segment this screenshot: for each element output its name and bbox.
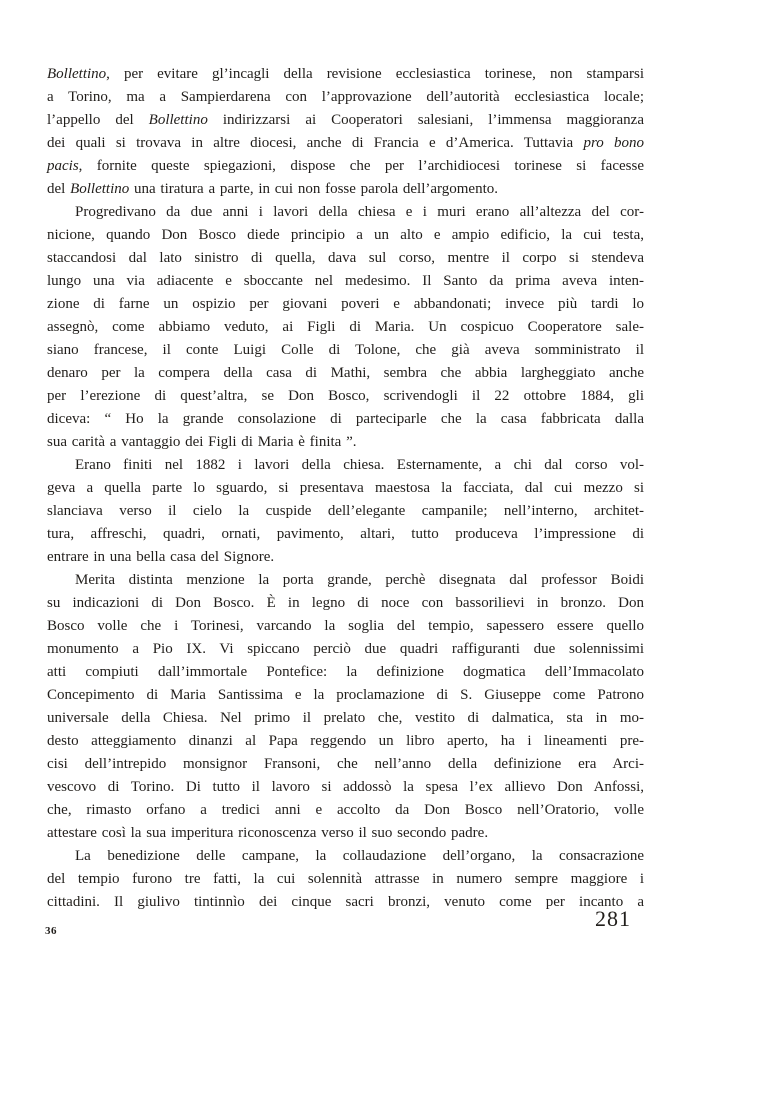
text-line (47, 339, 644, 362)
text-segment: dei quali si trovava in altre diocesi, anche di Francia e d’America. Tuttavia (47, 135, 584, 151)
text-segment: monumento a Pio IX. Vi spiccano perciò due quadri raffiguranti due solennissimi (47, 641, 644, 657)
text-line (47, 523, 644, 546)
text-line (47, 362, 644, 385)
text-segment: vescovo di Torino. Di tutto il lavoro si addossò la spesa l’ex allievo Don Anfossi, (47, 779, 644, 795)
text-line (47, 155, 644, 178)
text-line (47, 891, 644, 914)
text-segment: su indicazioni di Don Bosco. È in legno di noce con bassorilievi in bronzo. Don (47, 595, 644, 611)
text-line (47, 86, 644, 109)
text-segment: del tempio furono tre fatti, la cui solennità attrasse in numero sempre maggiore i (47, 871, 644, 887)
text-segment: diceva: “ Ho la grande consolazione di parteciparle che la casa fabbricata dalla (47, 411, 644, 427)
text-line (47, 615, 644, 638)
text-line (47, 638, 644, 661)
paragraph-4 (47, 569, 644, 845)
text-segment: zione di farne un ospizio per giovani poveri e abbandonati; invece più tardi lo (47, 296, 644, 312)
text-segment: sua carità a vantaggio dei Figli di Maria è finita ”. (47, 434, 357, 450)
text-segment: , per evitare gl’incagli della revisione ecclesiastica torinese, non stamparsi (106, 66, 644, 82)
text-line (47, 316, 644, 339)
text-line (47, 569, 644, 592)
text-block (47, 63, 644, 914)
text-line (47, 385, 644, 408)
text-line (47, 454, 644, 477)
text-segment: a Torino, ma a Sampierdarena con l’approvazione dell’autorità ecclesiastica locale; (47, 89, 644, 105)
text-segment: una tiratura a parte, in cui non fosse parola dell’argomento. (129, 181, 499, 197)
text-segment: La benedizione delle campane, la collaudazione dell’organo, la consacrazione (75, 848, 644, 864)
text-segment: lungo una via adiacente e sboccante nel medesimo. Il Santo da prima aveva inten- (47, 273, 644, 289)
text-segment: nicione, quando Don Bosco diede principio a un alto e ampio edificio, la cui testa, (47, 227, 644, 243)
page-number: 281 (595, 906, 631, 931)
text-line (47, 247, 644, 270)
italic-text-segment: pro bono (583, 135, 645, 151)
text-segment: denaro per la compera della casa di Mathi, sembra che abbia largheggiato anche (47, 365, 644, 381)
text-line (47, 477, 644, 500)
text-segment: tura, affreschi, quadri, ornati, pavimento, altari, tutto produceva l’impressione di (47, 526, 644, 542)
text-line (47, 776, 644, 799)
text-line (47, 500, 644, 523)
paragraph-3 (47, 454, 644, 569)
italic-text-segment: pacis (47, 158, 79, 174)
text-segment: indirizzarsi ai Cooperatori salesiani, l’immensa maggioranza (207, 112, 644, 128)
paragraph-5 (47, 845, 644, 914)
text-line (47, 661, 644, 684)
text-segment: Merita distinta menzione la porta grande, perchè disegnata dal professor Boidi (75, 572, 644, 588)
text-segment: per l’erezione di quest’altra, se Don Bosco, scrivendogli il 22 ottobre 1884, gli (47, 388, 644, 404)
text-segment: staccandosi dal lato sinistro di quella, dava sul corso, mentre il corpo si stendeva (47, 250, 644, 266)
text-segment: cisi dell’intrepido monsignor Fransoni, che nell’anno della definizione era Arci- (47, 756, 644, 772)
text-line (47, 845, 644, 868)
paragraph-2 (47, 201, 644, 454)
text-segment: Bosco volle che i Torinesi, varcando la soglia del tempio, sapessero essere quello (47, 618, 644, 634)
text-line (47, 201, 644, 224)
text-segment: l’appello del (47, 112, 149, 128)
italic-text-segment: Bollettino (47, 66, 107, 82)
text-segment: assegnò, come abbiamo veduto, ai Figli di Maria. Un cospicuo Cooperatore sale- (47, 319, 644, 335)
italic-text-segment: Bollettino (148, 112, 208, 128)
text-line (47, 293, 644, 316)
text-line (47, 753, 644, 776)
text-segment: del (47, 181, 71, 197)
text-line (47, 431, 644, 454)
text-line (47, 684, 644, 707)
text-line (47, 868, 644, 891)
text-line (47, 730, 644, 753)
text-segment: attestare così la sua imperitura riconoscenza verso il suo secondo padre. (47, 825, 489, 841)
text-segment: geva a quella parte lo sguardo, si presentava maestosa la facciata, dal cui mezzo si (47, 480, 644, 496)
text-line (47, 822, 644, 845)
text-line (47, 109, 644, 132)
text-line (47, 592, 644, 615)
text-line (47, 63, 644, 86)
text-line (47, 270, 644, 293)
text-segment: entrare in una bella casa del Signore. (47, 549, 275, 565)
text-line (47, 799, 644, 822)
text-line (47, 707, 644, 730)
text-line (47, 178, 644, 201)
signature-mark: 36 (45, 925, 57, 937)
text-segment: Concepimento di Maria Santissima e la proclamazione di S. Giuseppe come Patrono (47, 687, 644, 703)
text-segment: universale della Chiesa. Nel primo il prelato che, vestito di dalmatica, sta in mo- (47, 710, 644, 726)
text-segment: cittadini. Il giulivo tintinnìo dei cinque sacri bronzi, venuto come per incanto a (47, 894, 644, 910)
italic-text-segment: Bollettino (70, 181, 130, 197)
text-segment: che, rimasto orfano a tredici anni e accolto da Don Bosco nell’Oratorio, volle (47, 802, 644, 818)
text-segment: Progredivano da due anni i lavori della chiesa e i muri erano all’altezza del cor- (75, 204, 644, 220)
text-line (47, 408, 644, 431)
text-line (47, 546, 644, 569)
text-segment: desto atteggiamento dinanzi al Papa reggendo un libro aperto, ha i lineamenti pre- (47, 733, 644, 749)
text-segment: slanciava verso il cielo la cuspide dell’elegante campanile; nell’interno, architet- (47, 503, 644, 519)
text-segment: atti compiuti dall’immortale Pontefice: la definizione dogmatica dell’Immacolato (47, 664, 644, 680)
text-line (47, 132, 644, 155)
text-line (47, 224, 644, 247)
text-segment: siano francese, il conte Luigi Colle di Tolone, che già aveva somministrato il (47, 342, 644, 358)
text-segment: Erano finiti nel 1882 i lavori della chiesa. Esternamente, a chi dal corso vol- (75, 457, 644, 473)
paragraph-1 (47, 63, 644, 201)
text-segment: , fornite queste spiegazioni, dispose che per l’archidiocesi torinese si facesse (78, 158, 644, 174)
